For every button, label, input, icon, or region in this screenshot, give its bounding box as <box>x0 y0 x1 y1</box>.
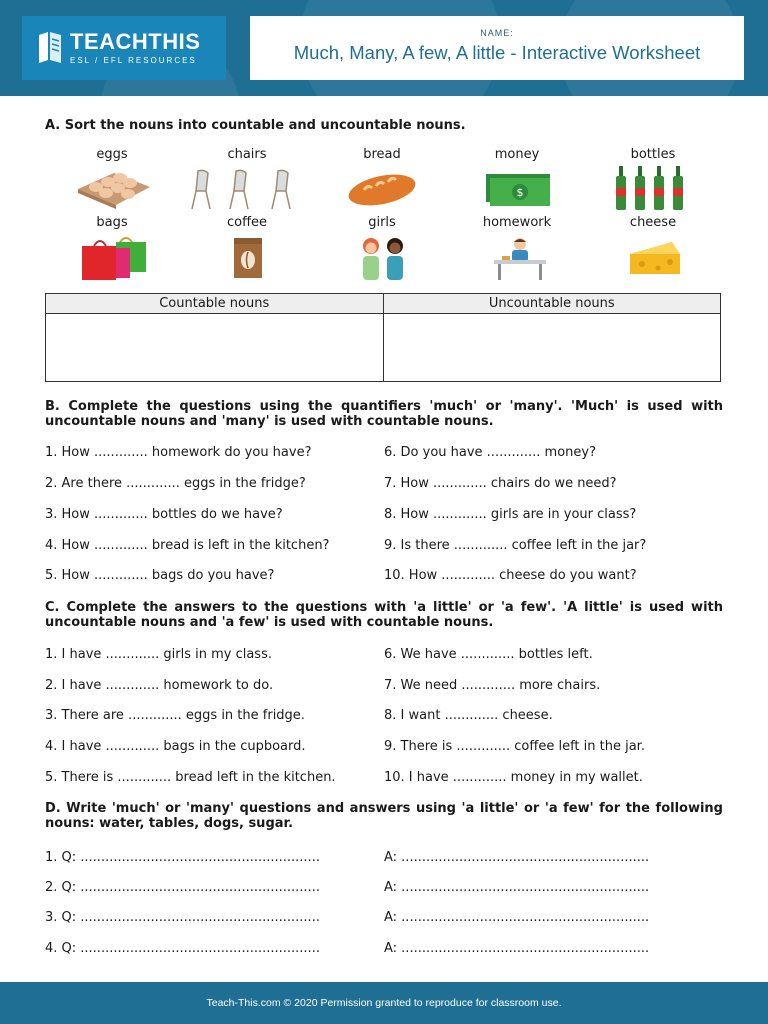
answer-c-6[interactable]: 6. We have ............. bottles left. <box>384 647 593 662</box>
answer-c-2[interactable]: 2. I have ............. homework to do. <box>45 678 274 693</box>
logo[interactable] <box>22 16 226 80</box>
noun-label-bottles: bottles <box>630 147 676 162</box>
question-b-3[interactable]: 3. How ............. bottles do we have? <box>45 507 283 522</box>
homework-icon <box>492 236 548 280</box>
answer-c-9[interactable]: 9. There is ............. coffee left in the jar. <box>384 739 645 754</box>
name-label: NAME: <box>480 28 514 38</box>
footer-copyright: Teach-This.com © 2020 Permission granted to reproduce for classroom use. <box>0 982 768 1024</box>
coffee-icon <box>230 236 266 280</box>
noun-label-cheese: cheese <box>629 215 677 230</box>
write-answer-1[interactable]: A: ............................................................ <box>384 850 650 865</box>
noun-label-chairs: chairs <box>227 147 267 162</box>
write-question-3[interactable]: 3. Q: .......................................................... <box>45 910 320 925</box>
question-b-8[interactable]: 8. How ............. girls are in your class? <box>384 507 637 522</box>
section-d-heading: D. Write 'much' or 'many' questions and answers using 'a little' or 'a few' for the following nouns: water, tables, dogs, sugar. <box>45 801 723 831</box>
question-b-10[interactable]: 10. How ............. cheese do you want? <box>384 568 637 583</box>
write-answer-2[interactable]: A: ............................................................ <box>384 880 650 895</box>
question-b-9[interactable]: 9. Is there ............. coffee left in the jar? <box>384 538 647 553</box>
uncountable-nouns-header: Uncountable nouns <box>383 294 721 314</box>
bags-icon <box>80 236 150 280</box>
eggs-icon <box>74 167 154 209</box>
sort-table <box>45 293 721 382</box>
noun-label-bags: bags <box>96 215 128 230</box>
svg-text:$: $ <box>516 186 524 199</box>
answer-c-5[interactable]: 5. There is ............. bread left in the kitchen. <box>45 770 336 785</box>
write-question-2[interactable]: 2. Q: .......................................................... <box>45 880 320 895</box>
worksheet-title: Much, Many, A few, A little - Interactive Worksheet <box>293 42 701 63</box>
countable-nouns-cell[interactable] <box>46 314 384 382</box>
noun-label-money: money <box>494 147 540 162</box>
chairs-icon <box>188 167 306 211</box>
write-question-1[interactable]: 1. Q: .......................................................... <box>45 850 320 865</box>
girls-icon <box>357 236 409 280</box>
section-b-heading: B. Complete the questions using the quantifiers 'much' or 'many'. 'Much' is used with uncountable nouns and 'many' is used with countable nouns. <box>45 399 723 429</box>
noun-label-bread: bread <box>363 147 401 162</box>
question-b-7[interactable]: 7. How ............. chairs do we need? <box>384 476 617 491</box>
answer-c-3[interactable]: 3. There are ............. eggs in the fridge. <box>45 708 305 723</box>
question-b-5[interactable]: 5. How ............. bags do you have? <box>45 568 275 583</box>
cheese-icon <box>628 240 682 276</box>
noun-label-girls: girls <box>368 215 396 230</box>
title-box <box>250 16 744 80</box>
answer-c-7[interactable]: 7. We need ............. more chairs. <box>384 678 601 693</box>
answer-c-4[interactable]: 4. I have ............. bags in the cupboard. <box>45 739 306 754</box>
write-question-4[interactable]: 4. Q: .......................................................... <box>45 941 320 956</box>
question-b-4[interactable]: 4. How ............. bread is left in the kitchen? <box>45 538 330 553</box>
answer-c-8[interactable]: 8. I want ............. cheese. <box>384 708 553 723</box>
question-b-2[interactable]: 2. Are there ............. eggs in the fridge? <box>45 476 306 491</box>
book-icon <box>36 31 64 65</box>
header-banner <box>0 0 768 96</box>
write-answer-3[interactable]: A: ............................................................ <box>384 910 650 925</box>
logo-tagline: ESL / EFL RESOURCES <box>70 56 197 65</box>
section-a-heading: A. Sort the nouns into countable and uncountable nouns. <box>45 118 466 133</box>
noun-label-eggs: eggs <box>96 147 128 162</box>
money-icon <box>484 170 554 208</box>
noun-label-homework: homework <box>482 215 552 230</box>
noun-label-coffee: coffee <box>226 215 268 230</box>
countable-nouns-header: Countable nouns <box>46 294 384 314</box>
logo-wordmark: TEACHTHIS <box>70 29 201 54</box>
answer-c-1[interactable]: 1. I have ............. girls in my class. <box>45 647 272 662</box>
write-answer-4[interactable]: A: ............................................................ <box>384 941 650 956</box>
section-c-heading: C. Complete the answers to the questions with 'a little' or 'a few'. 'A little' is used with uncountable nouns and 'a few' is used with countable nouns. <box>45 600 723 630</box>
bread-icon <box>346 170 418 208</box>
question-b-1[interactable]: 1. How ............. homework do you have? <box>45 445 312 460</box>
bottles-icon <box>614 166 688 212</box>
question-b-6[interactable]: 6. Do you have ............. money? <box>384 445 596 460</box>
answer-c-10[interactable]: 10. I have ............. money in my wallet. <box>384 770 643 785</box>
uncountable-nouns-cell[interactable] <box>383 314 721 382</box>
